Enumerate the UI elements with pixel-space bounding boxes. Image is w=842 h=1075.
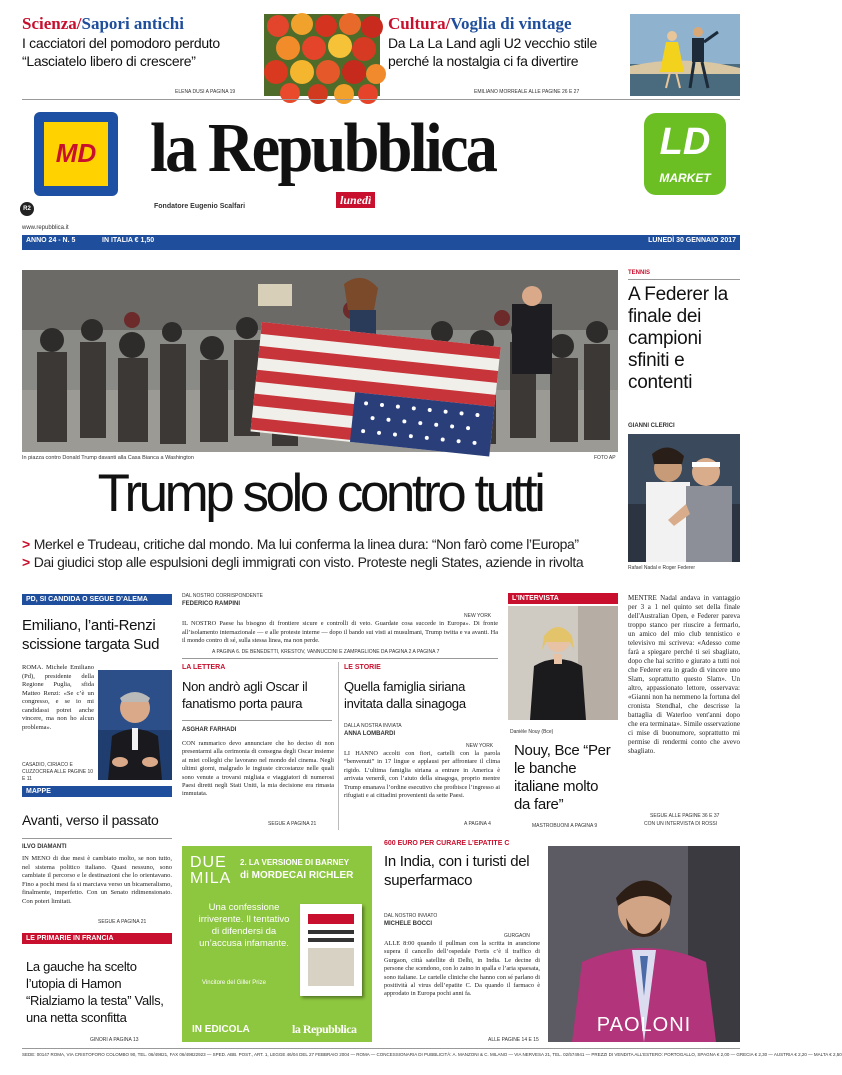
siriana-headline[interactable]: Quella famiglia siriana invitata dalla sinagoga — [344, 679, 466, 711]
website[interactable]: www.repubblica.it — [22, 225, 69, 231]
book-cta[interactable]: IN EDICOLA — [192, 1024, 250, 1035]
tennis-photo — [628, 434, 740, 562]
tennis-author: GIANNI CLERICI — [628, 423, 675, 429]
lead-photo — [22, 270, 618, 452]
oscar-body: CON rammarico devo annunciare che ho deciso di non presentarmi alla cerimonia di consegna degli Oscar insieme ai miei colleghi che lavorano nel mondo del cinema. Negli ultimi giorni, malgrado le ingiuste circostanze nelle quali sono venute a trovarsi migliaia e viaggiatori di numerosi Paesi diretti negli Stati Uniti, la mia decisione era rimasta immutata. — [182, 740, 334, 798]
tennis-credit-2: CON UN INTERVISTA DI ROSSI — [644, 821, 718, 827]
rampini-body: IL NOSTRO Paese ha bisogno di frontiere sicure e controlli di veto. Guardate cosa succede in Europa». Di fronte all’isolamento internazionale — e alle proteste interne — dopo il bando sui visti ai musulmani, Trump twitta e va avanti. Ha il mondo contro di sé, sulla stessa linea, ma non perde. — [182, 620, 498, 644]
footer-text: SEDE: 00147 ROMA, VIA CRISTOFORO COLOMBO 90, TEL. 06/49821, FAX 06/49822923 — SPED. ABB. POST., ART. 1, LEGGE 46/04 DEL 27 FEBBRAIO 2004 — ROMA — CONCESSIONARIA DI PUBBLICITÀ: A. MANZONI & C. MILANO — VIA NERVESA 21, TEL. 02/574941 — PREZZI DI VENDITA ALL’ESTERO: PORTOGALLO, SPAGNA € 2,00 — GRECIA € 2,30 — AUSTRIA € 2,20 — MALTA € 2,50 — [22, 1052, 842, 1057]
emiliano-headline[interactable]: Emiliano, l’anti-Renzi scissione targata Sud — [22, 617, 160, 653]
rampini-author-label: DAL NOSTRO CORRISPONDENTE — [182, 593, 263, 599]
oscar-headline[interactable]: Non andrò agli Oscar il fanatismo porta paura — [182, 679, 308, 711]
india-headline[interactable]: In India, con i turisti del superfarmaco — [384, 853, 530, 889]
siriana-author: ANNA LOMBARDI — [344, 731, 396, 737]
book-ad[interactable] — [182, 846, 372, 1042]
ld-market-logo[interactable] — [644, 113, 726, 195]
india-author: MICHELE BOCCI — [384, 921, 432, 927]
francia-headline[interactable]: La gauche ha scelto l’utopia di Hamon “Rialziamo la testa” Valls, una netta sconfitta — [26, 959, 164, 1025]
rampini-author: FEDERICO RAMPINI — [182, 601, 241, 607]
teaser-kicker — [22, 14, 262, 34]
masthead-title: la Repubblica — [150, 110, 496, 187]
book-series-1: DUE — [190, 854, 227, 871]
siriana-credit: A PAGINA 4 — [464, 821, 491, 827]
book-cover — [300, 904, 362, 996]
tomatoes-photo — [264, 14, 380, 96]
book-author: di MORDECAI RICHLER — [240, 870, 354, 881]
emiliano-authors: CASADIO, CIRIACO E CUZZOCREA ALLE PAGINE 10 E 11 — [22, 762, 94, 782]
lalaland-photo — [630, 14, 740, 96]
ld-logo-word: MARKET — [659, 171, 711, 185]
oscar-credit: SEGUE A PAGINA 21 — [268, 821, 317, 827]
kicker-section: Cultura/ — [388, 14, 451, 33]
emiliano-photo — [98, 670, 172, 780]
india-body: ALLE 8:00 quando il pullman con la scritta in arancione supera il cancello dell’ospedale Fortis c’è il traffico di Gurgaon, città satellite di Delhi, in India. Le decine di persone che scendono, con lo zaino in spalla e l’aria spaesata, sono italiane. Le cartelle cliniche che hanno con sé parlano di positività al virus dell’epatite C. Da quando il farmaco è approdato in Europa pochi anni fa. — [384, 940, 540, 998]
nouy-credit: MASTROBUONI A PAGINA 9 — [532, 823, 598, 829]
kicker-section: Scienza/ — [22, 14, 82, 33]
india-credit: ALLE PAGINE 14 E 15 — [488, 1037, 539, 1043]
teaser-headline: Da La La Land agli U2 vecchio stile perché la nostalgia ci fa divertire — [388, 35, 597, 69]
siriana-author-label: DALLA NOSTRA INVIATA — [344, 723, 402, 729]
nouy-photo — [508, 606, 618, 720]
india-place: GURGAON — [504, 933, 530, 939]
issue-date: LUNEDÌ 30 GENNAIO 2017 — [648, 237, 736, 244]
book-prize: Vincitore del Giller Prize — [202, 980, 266, 986]
teaser-headline: I cacciatori del pomodoro perduto “Lasciatelo libero di crescere” — [22, 35, 220, 69]
column-divider — [338, 662, 339, 830]
tennis-section-label: TENNIS — [628, 270, 651, 276]
oscar-author: ASGHAR FARHADI — [182, 727, 237, 733]
teaser-kicker — [388, 14, 628, 34]
kicker-topic: Voglia di vintage — [450, 14, 572, 33]
siriana-place: NEW YORK — [466, 743, 494, 749]
tennis-caption: Rafael Nadal e Roger Federer — [628, 565, 695, 571]
tennis-body: MENTRE Nadal andava in vantaggio per 3 a 1 nel quinto set della finale dell'Australian Open, e Federer pareva troppo stanco per riuscire a fermarlo, un amico del mio club tennistico e televisivo mi scriveva: «Adesso come farà a spiegare perché ti sei sbagliato, dopo che hai scritto e giurato a tutti noi che Federer era in grado di vincere uno Slam, soprattutto questo Slam». Un altro, appassionato lettore, osservava: «Gianni non ha nemmeno la fortuna del cronista Stendhal, che descrisse la battaglia di Waterloo vent'anni dopo che era terminata». Simile osservazione ci mise di buonumore, soprattutto mi permise di rendermi conto che avevo sbagliato. — [628, 594, 740, 755]
rampini-credit: A PAGINA 6. DE BENEDETTI, KRESTOV, VANNUCCINI E ZAMPAGLIONE DA PAGINA 2 A PAGINA 7 — [212, 649, 440, 655]
tennis-rule — [628, 279, 740, 280]
tennis-headline[interactable]: A Federer la finale dei campioni sfiniti e contenti — [628, 284, 728, 393]
book-label: 2. LA VERSIONE DI BARNEY — [240, 858, 350, 867]
oscar-section: LA LETTERA — [182, 664, 226, 671]
nouy-section: L’INTERVISTA — [508, 593, 618, 604]
nouy-caption: Danièle Nouy (Bce) — [510, 729, 554, 735]
book-quote: Una confessione irriverente. Il tentativo di difendersi da un’accusa infamante. — [198, 902, 290, 949]
francia-section: LE PRIMARIE IN FRANCIA — [22, 933, 172, 944]
mappe-section: MAPPE — [22, 786, 172, 797]
top-teaser-right[interactable] — [388, 14, 628, 94]
photo-credit: FOTO AP — [594, 455, 616, 461]
rampini-place: NEW YORK — [464, 613, 492, 619]
oscar-rule — [182, 720, 332, 721]
md-logo-text: MD — [55, 138, 97, 168]
mappe-credit: SEGUE A PAGINA 21 — [98, 919, 147, 925]
kicker-topic: Sapori antichi — [81, 14, 184, 33]
date-bar — [22, 235, 740, 250]
paoloni-ad[interactable] — [548, 846, 740, 1042]
india-author-label: DAL NOSTRO INVIATO — [384, 913, 438, 919]
tennis-credit-1: SEGUE ALLE PAGINE 36 E 37 — [650, 813, 720, 819]
francia-credit: GINORI A PAGINA 13 — [90, 1037, 139, 1043]
emiliano-body: ROMA. Michele Emiliano (Pd), presidente della Regione Puglia, sfida Matteo Renzi: «Se c’è un congresso, e se io mi candidassi potrei anche vincere, ma non ho alcun problema». — [22, 664, 94, 731]
center-rule — [182, 658, 498, 659]
issue-number: ANNO 24 - N. 5 — [26, 237, 76, 244]
book-brand: la Repubblica — [292, 1022, 357, 1036]
photo-caption: In piazza contro Donald Trump davanti alla Casa Bianca a Washington — [22, 455, 194, 461]
founder-line: Fondatore Eugenio Scalfari — [154, 203, 246, 210]
paoloni-brand: PAOLONI — [596, 1014, 692, 1036]
india-section: 600 EURO PER CURARE L’EPATITE C — [384, 840, 510, 847]
footer-rule — [22, 1048, 740, 1049]
mappe-body: IN MENO di due mesi è cambiato molto, se non tutto, nel sistema politico italiano. Quasi nessuno, sono cambiate il percorso e le destinazioni che lo orientavano. Fino a pochi mesi fa si marciava verso un bicameralismo, finalmente, imperfetto. Con un Senato ridimensionato. Con poteri limitati. — [22, 855, 172, 905]
book-series-2: MILA — [190, 870, 232, 887]
lead-headline[interactable]: Trump solo contro tutti — [97, 464, 543, 523]
mappe-author: ILVO DIAMANTI — [22, 844, 67, 850]
r2-badge: R2 — [20, 202, 34, 216]
mappe-rule — [22, 838, 172, 839]
day-tag: lunedì — [336, 192, 375, 208]
bullet-mark: > — [22, 554, 30, 570]
mappe-headline[interactable]: Avanti, verso il passato — [22, 812, 159, 828]
emiliano-section: PD, SI CANDIDA O SEGUE D’ALEMA — [22, 594, 172, 605]
nouy-headline[interactable]: Nouy, Bce “Per le banche italiane molto da fare” — [514, 742, 611, 813]
md-logo[interactable] — [34, 112, 118, 196]
siriana-section: LE STORIE — [344, 664, 381, 671]
top-teaser-left[interactable] — [22, 14, 262, 94]
teaser-credit: EMILIANO MORREALE ALLE PAGINE 26 E 27 — [474, 89, 580, 95]
lead-subhead-2: > Dai giudici stop alle espulsioni degli immigrati con visto. Proteste negli States, aziende in rivolta — [22, 554, 584, 570]
lead-subhead-1: > Merkel e Trudeau, critiche dal mondo. Ma lui conferma la linea dura: “Non farò come l’Europa” — [22, 536, 579, 552]
siriana-body: LI HANNO accolti con fiori, cartelli con la parola “benvenuti” in 17 lingue e applausi per affrontare il clima rigido. L’ultima famiglia siriana a entrare in America è arrivata venerdì, con l’aiuto della sinagoga, proprio mentre Trump emanava l’ordine esecutivo che proibisce l’ingresso ai rifugiati e ai cittadini provenienti da sette Paesi. — [344, 750, 500, 800]
teaser-credit: ELENA DUSI A PAGINA 19 — [175, 89, 236, 95]
ld-logo-text: LD — [659, 121, 711, 163]
bullet-mark: > — [22, 536, 30, 552]
price: IN ITALIA € 1,50 — [102, 237, 155, 244]
top-divider — [22, 99, 740, 100]
